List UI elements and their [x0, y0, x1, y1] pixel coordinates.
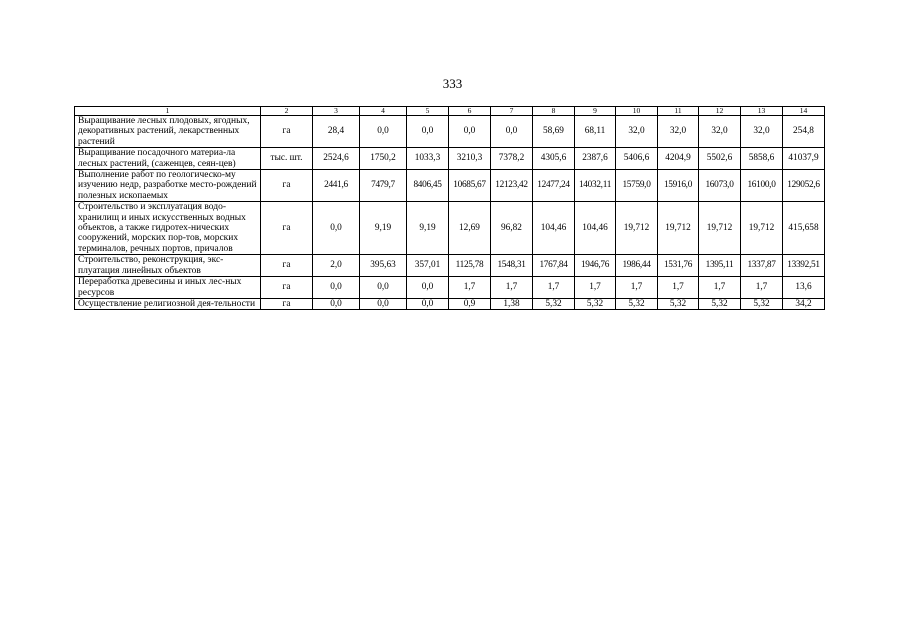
value-cell: 1750,2 [360, 148, 407, 170]
value-cell: 0,0 [407, 298, 449, 310]
value-cell: 1986,44 [616, 255, 658, 277]
value-cell: 14032,11 [575, 170, 616, 202]
column-header: 2 [261, 107, 313, 116]
activity-name: Строительство, реконструкция, экс-плуатация линейных объектов [75, 255, 261, 277]
table-row [75, 170, 825, 202]
value-cell: 5502,6 [699, 148, 741, 170]
value-cell: 1531,76 [658, 255, 699, 277]
page-number: 333 [442, 76, 463, 91]
value-cell: 1,7 [533, 277, 575, 299]
table-row [75, 255, 825, 277]
column-header: 6 [449, 107, 491, 116]
value-cell: 0,0 [313, 277, 360, 299]
column-header: 1 [75, 107, 261, 116]
value-cell: 1395,11 [699, 255, 741, 277]
value-cell: 34,2 [783, 298, 825, 310]
value-cell: 5,32 [533, 298, 575, 310]
value-cell: 2,0 [313, 255, 360, 277]
value-cell: 5,32 [658, 298, 699, 310]
data-table [74, 106, 825, 310]
value-cell: 0,0 [407, 116, 449, 148]
value-cell: 357,01 [407, 255, 449, 277]
value-cell: 13392,51 [783, 255, 825, 277]
value-cell: 1,7 [741, 277, 783, 299]
value-cell: 4204,9 [658, 148, 699, 170]
value-cell: 10685,67 [449, 170, 491, 202]
value-cell: 12123,42 [491, 170, 533, 202]
value-cell: 9,19 [360, 202, 407, 255]
value-cell: 12477,24 [533, 170, 575, 202]
value-cell: 1,7 [616, 277, 658, 299]
value-cell: 2524,6 [313, 148, 360, 170]
table-row [75, 148, 825, 170]
unit-cell: га [261, 202, 313, 255]
value-cell: 12,69 [449, 202, 491, 255]
value-cell: 1,7 [699, 277, 741, 299]
value-cell: 0,9 [449, 298, 491, 310]
value-cell: 32,0 [616, 116, 658, 148]
column-header: 13 [741, 107, 783, 116]
column-header: 7 [491, 107, 533, 116]
value-cell: 5,32 [575, 298, 616, 310]
value-cell: 8406,45 [407, 170, 449, 202]
column-header: 11 [658, 107, 699, 116]
column-header: 4 [360, 107, 407, 116]
value-cell: 0,0 [491, 116, 533, 148]
value-cell: 5,32 [741, 298, 783, 310]
value-cell: 32,0 [741, 116, 783, 148]
value-cell: 68,11 [575, 116, 616, 148]
activity-name: Строительство и эксплуатация водо-хранилищ и иных искусственных водных объектов, а также гидротех-нических сооружений, морских пор-тов, морских терминалов, речных портов, причалов [75, 202, 261, 255]
value-cell: 104,46 [533, 202, 575, 255]
activity-name: Выращивание посадочного материа-ла лесных растений, (саженцев, сеян-цев) [75, 148, 261, 170]
value-cell: 0,0 [360, 277, 407, 299]
value-cell: 3210,3 [449, 148, 491, 170]
unit-cell: га [261, 116, 313, 148]
table-row [75, 298, 825, 310]
value-cell: 5,32 [699, 298, 741, 310]
value-cell: 0,0 [449, 116, 491, 148]
activity-name: Переработка древесины и иных лес-ных ресурсов [75, 277, 261, 299]
column-header: 12 [699, 107, 741, 116]
value-cell: 1,7 [449, 277, 491, 299]
value-cell: 58,69 [533, 116, 575, 148]
value-cell: 415,658 [783, 202, 825, 255]
activity-name: Осуществление религиозной дея-тельности [75, 298, 261, 310]
value-cell: 16073,0 [699, 170, 741, 202]
table-row [75, 277, 825, 299]
unit-cell: га [261, 298, 313, 310]
value-cell: 254,8 [783, 116, 825, 148]
value-cell: 1337,87 [741, 255, 783, 277]
column-header: 3 [313, 107, 360, 116]
value-cell: 28,4 [313, 116, 360, 148]
value-cell: 1946,76 [575, 255, 616, 277]
value-cell: 1,38 [491, 298, 533, 310]
value-cell: 0,0 [360, 298, 407, 310]
activity-name: Выполнение работ по геологическо-му изучению недр, разработке место-рождений полезных ископаемых [75, 170, 261, 202]
unit-cell: га [261, 170, 313, 202]
value-cell: 96,82 [491, 202, 533, 255]
value-cell: 32,0 [658, 116, 699, 148]
value-cell: 19,712 [658, 202, 699, 255]
value-cell: 5858,6 [741, 148, 783, 170]
unit-cell: га [261, 277, 313, 299]
table-row [75, 202, 825, 255]
value-cell: 7378,2 [491, 148, 533, 170]
column-header: 14 [783, 107, 825, 116]
value-cell: 0,0 [407, 277, 449, 299]
value-cell: 1125,78 [449, 255, 491, 277]
value-cell: 2441,6 [313, 170, 360, 202]
value-cell: 0,0 [313, 202, 360, 255]
value-cell: 0,0 [360, 116, 407, 148]
activity-name: Выращивание лесных плодовых, ягодных, декоративных растений, лекарственных растений [75, 116, 261, 148]
unit-cell: тыс. шт. [261, 148, 313, 170]
value-cell: 1,7 [658, 277, 699, 299]
unit-cell: га [261, 255, 313, 277]
value-cell: 0,0 [313, 298, 360, 310]
value-cell: 9,19 [407, 202, 449, 255]
value-cell: 129052,6 [783, 170, 825, 202]
value-cell: 19,712 [741, 202, 783, 255]
value-cell: 395,63 [360, 255, 407, 277]
value-cell: 104,46 [575, 202, 616, 255]
value-cell: 1,7 [491, 277, 533, 299]
value-cell: 4305,6 [533, 148, 575, 170]
value-cell: 41037,9 [783, 148, 825, 170]
value-cell: 19,712 [699, 202, 741, 255]
value-cell: 19,712 [616, 202, 658, 255]
column-header: 8 [533, 107, 575, 116]
column-header: 5 [407, 107, 449, 116]
value-cell: 32,0 [699, 116, 741, 148]
header-row [75, 107, 825, 116]
value-cell: 13,6 [783, 277, 825, 299]
table-row [75, 116, 825, 148]
value-cell: 1033,3 [407, 148, 449, 170]
value-cell: 5,32 [616, 298, 658, 310]
value-cell: 16100,0 [741, 170, 783, 202]
value-cell: 15916,0 [658, 170, 699, 202]
value-cell: 1767,84 [533, 255, 575, 277]
column-header: 10 [616, 107, 658, 116]
value-cell: 2387,6 [575, 148, 616, 170]
value-cell: 15759,0 [616, 170, 658, 202]
value-cell: 7479,7 [360, 170, 407, 202]
column-header: 9 [575, 107, 616, 116]
value-cell: 1,7 [575, 277, 616, 299]
value-cell: 1548,31 [491, 255, 533, 277]
value-cell: 5406,6 [616, 148, 658, 170]
